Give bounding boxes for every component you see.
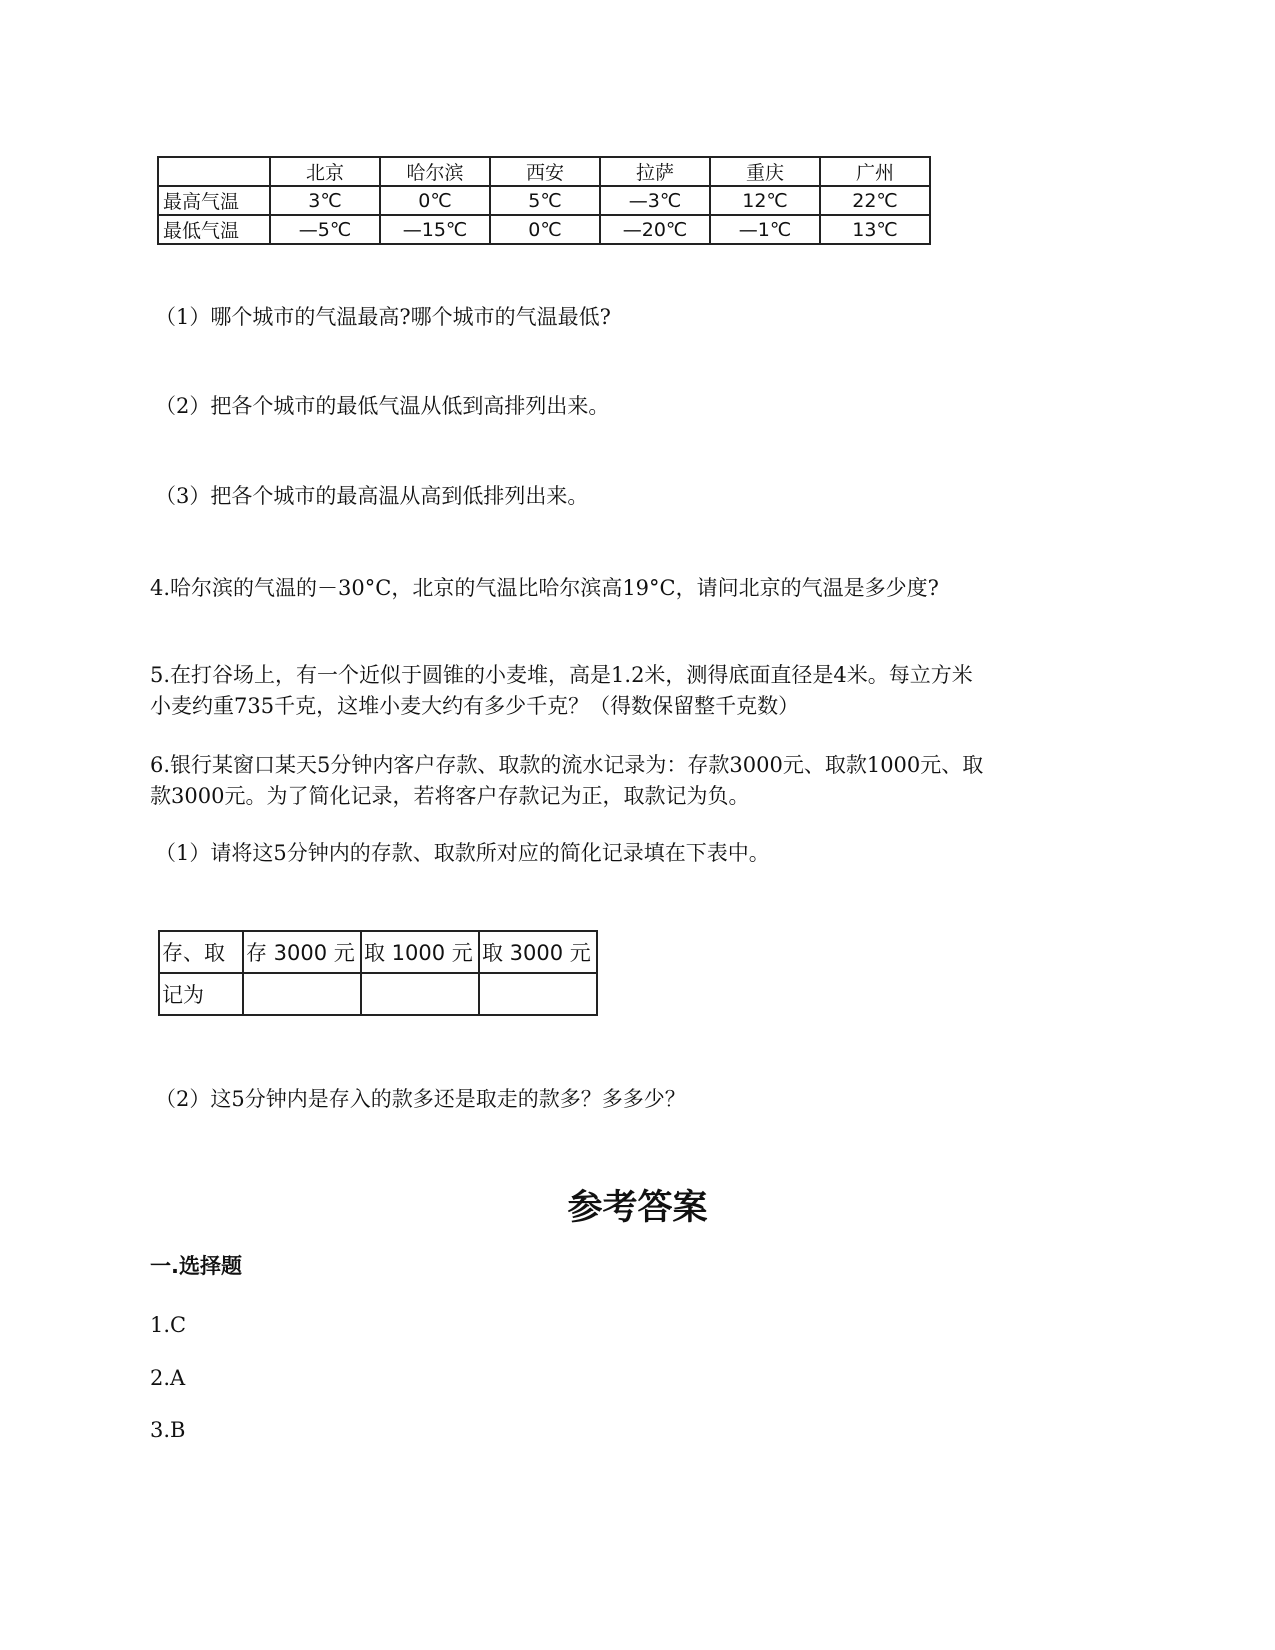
- table-row: [158, 186, 930, 215]
- table-cell: 12℃: [710, 186, 820, 215]
- table-row: [158, 215, 930, 244]
- question-6-part-1: （1）请将这5分钟内的存款、取款所对应的简化记录填在下表中。: [155, 841, 770, 865]
- city-header: 北京: [270, 157, 380, 186]
- table-cell: 取 3000 元: [479, 931, 597, 973]
- answer-key-title: 参考答案: [567, 1188, 708, 1228]
- answer-blank-cell[interactable]: [479, 973, 597, 1015]
- table-row: [159, 973, 597, 1015]
- table-cell: 13℃: [820, 215, 930, 244]
- city-header: 哈尔滨: [380, 157, 490, 186]
- table-cell: 3℃: [270, 186, 380, 215]
- table-cell: 0℃: [380, 186, 490, 215]
- question-4: 4.哈尔滨的气温的－30°C，北京的气温比哈尔滨高19°C，请问北京的气温是多少度?: [150, 576, 939, 600]
- table-cell: 22℃: [820, 186, 930, 215]
- city-header: 西安: [490, 157, 600, 186]
- answer-item: 2.A: [150, 1366, 186, 1390]
- question-6-line-1: 6.银行某窗口某天5分钟内客户存款、取款的流水记录为：存款3000元、取款1000元、取: [150, 753, 984, 777]
- row-label: 最低气温: [158, 215, 270, 244]
- table-cell: —3℃: [600, 186, 710, 215]
- answer-blank-cell[interactable]: [243, 973, 361, 1015]
- question-3-part-2: （2）把各个城市的最低气温从低到高排列出来。: [155, 394, 610, 418]
- question-6-part-2: （2）这5分钟内是存入的款多还是取走的款多？多多少？: [155, 1087, 686, 1111]
- table-header-row: [158, 157, 930, 186]
- table-cell: 存、取: [159, 931, 243, 973]
- table-corner-cell: [158, 157, 270, 186]
- row-label: 记为: [159, 973, 243, 1015]
- temperature-table: [157, 156, 931, 245]
- table-cell: —20℃: [600, 215, 710, 244]
- table-header-row: [159, 931, 597, 973]
- row-label: 最高气温: [158, 186, 270, 215]
- city-header: 广州: [820, 157, 930, 186]
- table-cell: 0℃: [490, 215, 600, 244]
- city-header: 拉萨: [600, 157, 710, 186]
- question-3-part-3: （3）把各个城市的最高温从高到低排列出来。: [155, 484, 589, 508]
- answer-item: 1.C: [150, 1313, 187, 1337]
- table-cell: —5℃: [270, 215, 380, 244]
- question-5-line-2: 小麦约重735千克，这堆小麦大约有多少千克？（得数保留整千克数）: [150, 694, 800, 718]
- table-cell: 5℃: [490, 186, 600, 215]
- question-5-line-1: 5.在打谷场上，有一个近似于圆锥的小麦堆，高是1.2米，测得底面直径是4米。每立方米: [150, 663, 973, 687]
- section-heading: 一.选择题: [150, 1254, 242, 1278]
- table-cell: —15℃: [380, 215, 490, 244]
- bank-record-table: [158, 930, 598, 1016]
- answer-blank-cell[interactable]: [361, 973, 479, 1015]
- table-cell: 存 3000 元: [243, 931, 361, 973]
- table-cell: 取 1000 元: [361, 931, 479, 973]
- answer-item: 3.B: [150, 1418, 186, 1442]
- city-header: 重庆: [710, 157, 820, 186]
- table-cell: —1℃: [710, 215, 820, 244]
- question-6-line-2: 款3000元。为了简化记录，若将客户存款记为正，取款记为负。: [150, 784, 750, 808]
- question-3-part-1: （1）哪个城市的气温最高?哪个城市的气温最低?: [155, 305, 611, 329]
